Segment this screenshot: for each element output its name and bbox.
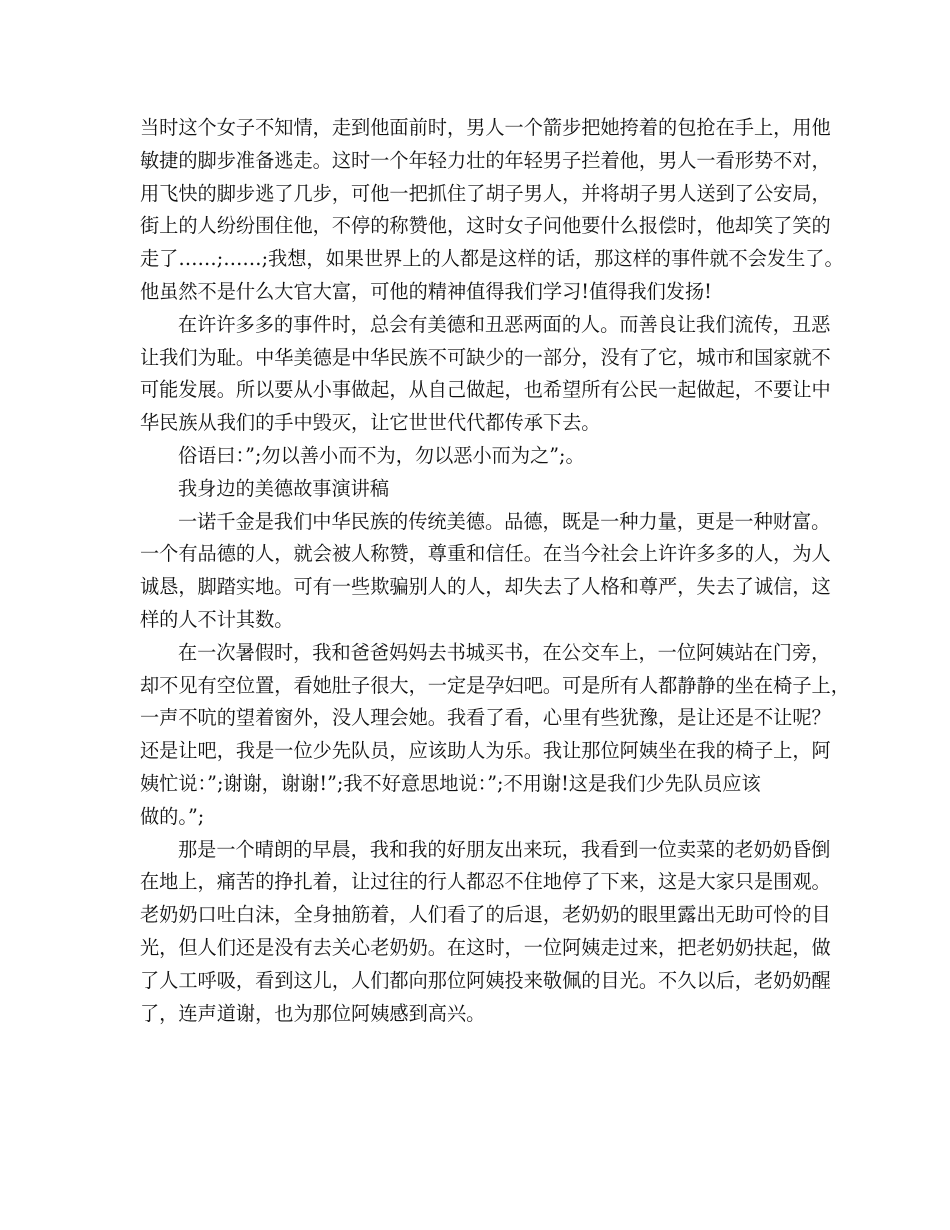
text-line: 可能发展。所以要从小事做起，从自己做起，也希望所有公民一起做起，不要让中 [140,378,831,402]
section-title: 我身边的美德故事演讲稿 [178,476,390,500]
text-line: 他虽然不是什么大官大富，可他的精神值得我们学习!值得我们发扬! [140,279,712,303]
text-line: 了人工呼吸，看到这儿，人们都向那位阿姨投来敬佩的目光。不久以后，老奶奶醒 [140,968,831,992]
text-line: 让我们为耻。中华美德是中华民族不可缺少的一部分，没有了它，城市和国家就不 [140,345,831,369]
paragraph-first-line: 在许许多多的事件时，总会有美德和丑恶两面的人。而善良让我们流传，丑恶 [178,312,831,336]
paragraph-first-line: 一诺千金是我们中华民族的传统美德。品德，既是一种力量，更是一种财富。 [178,509,831,533]
text-line: 一个有品德的人，就会被人称赞，尊重和信任。在当今社会上许许多多的人，为人 [140,542,831,566]
text-line: 街上的人纷纷围住他，不停的称赞他，这时女子问他要什么报偿时，他却笑了笑的 [140,214,831,238]
text-line: 敏捷的脚步准备逃走。这时一个年轻力壮的年轻男子拦着他，男人一看形势不对， [140,148,831,172]
text-line: 华民族从我们的手中毁灭，让它世世代代都传承下去。 [140,411,601,435]
text-line: 却不见有空位置，看她肚子很大，一定是孕妇吧。可是所有人都静静的坐在椅子上， [140,673,850,697]
text-line: 还是让吧，我是一位少先队员，应该助人为乐。我让那位阿姨坐在我的椅子上，阿 [140,739,831,763]
text-line: 用飞快的脚步逃了几步，可他一把抓住了胡子男人，并将胡子男人送到了公安局， [140,181,831,205]
text-line: 当时这个女子不知情，走到他面前时，男人一个箭步把她挎着的包抢在手上，用他 [140,116,831,139]
text-line: 诚恳，脚踏实地。可有一些欺骗别人的人，却失去了人格和尊严，失去了诚信，这 [140,575,831,599]
paragraph-first-line: 那是一个晴朗的早晨，我和我的好朋友出来玩，我看到一位卖菜的老奶奶昏倒 [178,837,831,861]
text-line: 一声不吭的望着窗外，没人理会她。我看了看，心里有些犹豫，是让还是不让呢？ [140,706,831,730]
text-line: 了，连声道谢，也为那位阿姨感到高兴。 [140,1001,486,1025]
text-line: 在地上，痛苦的挣扎着，让过往的行人都忍不住地停了下来，这是大家只是围观。 [140,870,831,894]
text-line: 老奶奶口吐白沫，全身抽筋着，人们看了的后退，老奶奶的眼里露出无助可怜的目 [140,903,831,927]
document-body [140,112,850,1030]
text-line: 走了……;……;我想，如果世界上的人都是这样的话，那这样的事件就不会发生了。 [140,247,844,271]
paragraph-first-line: 俗语曰：”;勿以善小而不为，勿以恶小而为之”;。 [178,443,585,467]
text-line: 做的。”; [140,804,205,828]
text-line: 姨忙说：”;谢谢，谢谢!”;我不好意思地说：”;不用谢!这是我们少先队员应该 [140,771,761,795]
paragraph-first-line: 在一次暑假时，我和爸爸妈妈去书城买书，在公交车上，一位阿姨站在门旁， [178,640,831,664]
text-line: 光，但人们还是没有去关心老奶奶。在这时，一位阿姨走过来，把老奶奶扶起，做 [140,935,831,959]
text-line: 样的人不计其数。 [140,607,294,631]
